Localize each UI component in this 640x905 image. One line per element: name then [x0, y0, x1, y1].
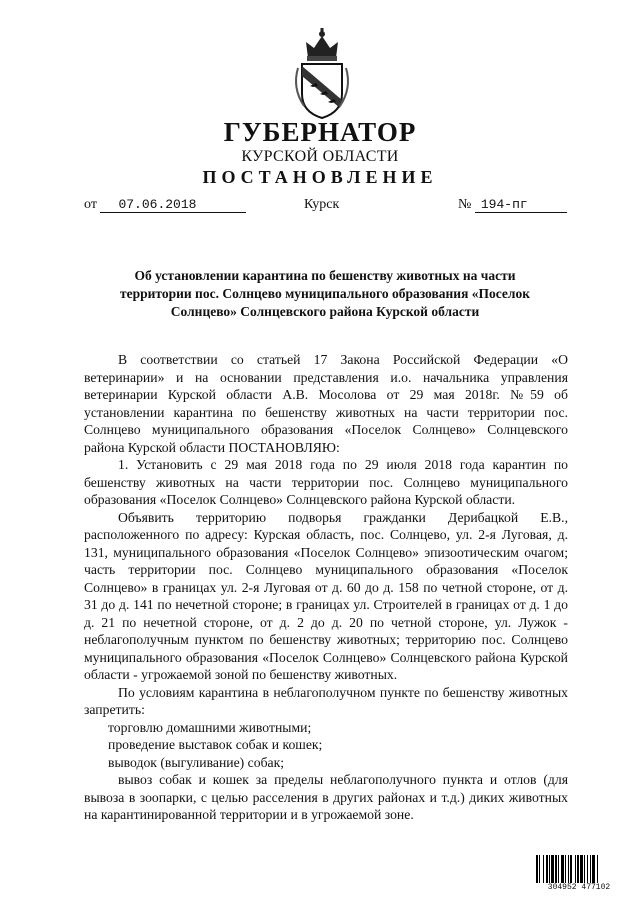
- prohibition-item: проведение выставок собак и кошек;: [108, 737, 323, 752]
- document-number-row: [458, 197, 567, 213]
- document-date: 07.06.2018: [100, 198, 246, 213]
- number-prefix: №: [458, 197, 472, 212]
- issuer-region: КУРСКОЙ ОБЛАСТИ: [241, 148, 399, 165]
- barcode-number: 304952 477102: [535, 883, 623, 893]
- outbreak-zone-paragraph: Объявить территорию подворья гражданки Дерибацкой Е.В., расположенного по адресу: Курская область, пос. Солнцево, ул. 2-я Луговая, д. 131, муниципального образования «Поселок Солнцево» эпизоотическим очагом; часть территории пос. Солнцево муниципального образования «Поселок Солнцево» в границах ул. 2-я Луговая от д. 60 до д. 158 по четной стороне, от д. 31 до д. 141 по нечетной стороне; в границах ул. Строителей в границах от д. 1 до д. 21 по нечетной стороне, от д. 2 до д. 20 по четной стороне, ул. Лужок - неблагополучным пунктом по бешенству животных; территорию пос. Солнцево муниципального образования «Поселок Солнцево» Солнцевского района Курской области - угрожаемой зоной по бешенству животных.: [84, 509, 568, 682]
- clause-1-paragraph: 1. Установить с 29 мая 2018 года по 29 июля 2018 года карантин по бешенству животных на части территории пос. Солнцево муниципального образования «Поселок Солнцево» Солнцевского района Курской области.: [84, 457, 568, 507]
- prohibition-item: торговлю домашними животными;: [108, 719, 312, 735]
- document-body: [84, 351, 568, 824]
- document-city: Курск: [304, 197, 340, 212]
- document-subject: Об установлении карантина по бешенству животных на части территории пос. Солнцево муниципального образования «Поселок Солнцево» Солнцевского района Курской области: [119, 268, 530, 319]
- document-number: 194-пг: [475, 198, 567, 213]
- prohibition-item: выводок (выгуливание) собак;: [108, 754, 285, 770]
- date-prefix: от: [84, 197, 97, 212]
- issuer-title: ГУБЕРНАТОР: [223, 117, 417, 147]
- document-type: ПОСТАНОВЛЕНИЕ: [202, 167, 438, 187]
- preamble-paragraph: В соответствии со статьей 17 Закона Российской Федерации «О ветеринарии» и на основании представления и.о. начальника управления ветеринарии Курской области А.В. Мосолова от 29 мая 2018г. №59 об установлении карантина по бешенству животных на части территории пос. Солнцево муниципального образования «Поселок Солнцево» Солнцевского района Курской области ПОСТАНОВЛЯЮ:: [84, 352, 568, 455]
- prohibitions-intro-paragraph: По условиям карантина в неблагополучном пункте по бешенству животных запретить:: [84, 684, 568, 717]
- closing-paragraph: вывоз собак и кошек за пределы неблагополучного пункта и отлов (для вывоза в зоопарки, с целью расселения в других районах и т.д.) диких животных на карантинированной территории и в угрожаемой зоне.: [84, 772, 568, 822]
- coat-of-arms-emblem: [290, 28, 354, 120]
- document-date-row: [84, 197, 246, 213]
